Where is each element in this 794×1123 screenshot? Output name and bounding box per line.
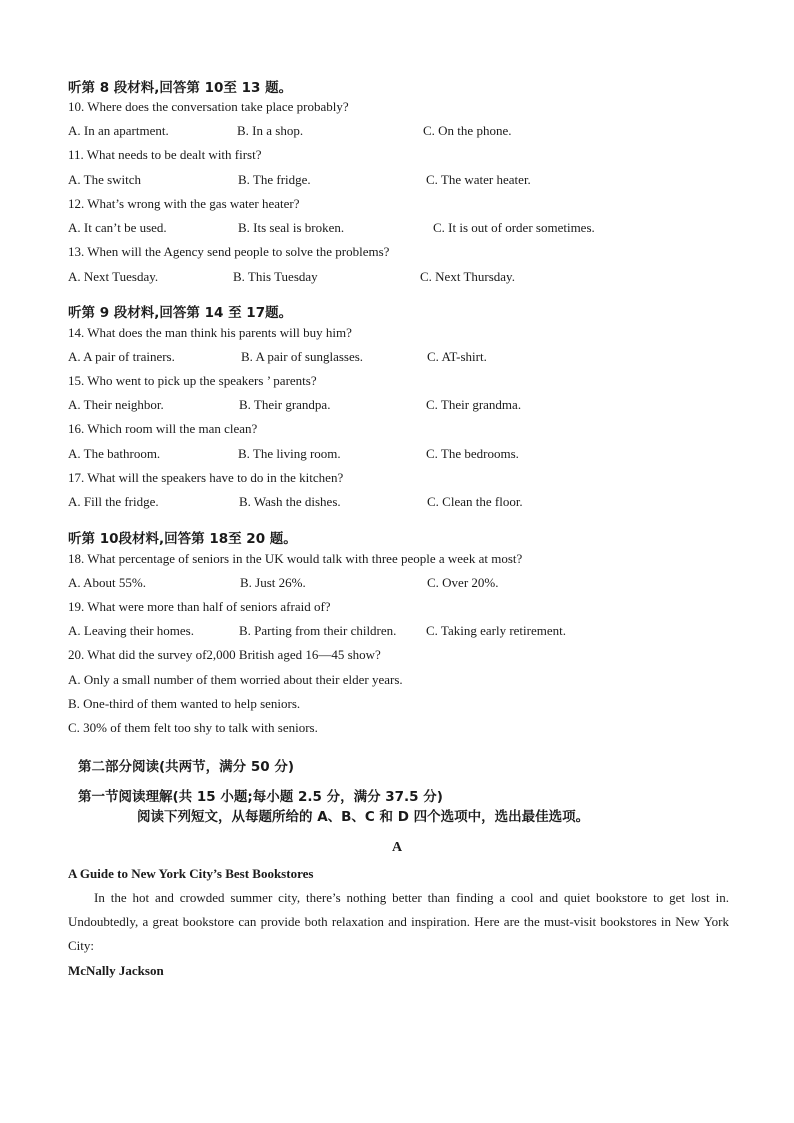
option-18c: C. Over 20%. (427, 575, 499, 590)
option-12c: C. It is out of order sometimes. (433, 220, 595, 235)
option-16a: A. The bathroom. (68, 446, 161, 461)
section-one-title: 第一节阅读理解(共 15 小题;每小题 2.5 分，满分 37.5 分) (78, 789, 443, 805)
option-11b: B. The fridge. (238, 172, 311, 187)
option-15c: C. Their grandma. (426, 397, 522, 412)
option-19b: B. Parting from their children. (239, 623, 397, 638)
option-10a: A. In an apartment. (68, 123, 169, 138)
option-11a: A. The switch (68, 172, 142, 187)
question-11: 11. What needs to be dealt with first? (68, 147, 262, 162)
option-20c: C. 30% of them felt too shy to talk with seniors. (68, 720, 318, 735)
question-19: 19. What were more than half of seniors afraid of? (68, 599, 331, 614)
option-15b: B. Their grandpa. (239, 397, 331, 412)
option-13c: C. Next Thursday. (420, 269, 515, 284)
option-17c: C. Clean the floor. (427, 494, 523, 509)
question-16: 16. Which room will the man clean? (68, 421, 258, 436)
option-18b: B. Just 26%. (240, 575, 306, 590)
reading-instruction: 阅读下列短文，从每题所给的 A、B、C 和 D 四个选项中，选出最佳选项。 (137, 809, 590, 825)
option-19a: A. Leaving their homes. (68, 623, 194, 638)
passage-letter: A (391, 840, 403, 855)
option-13a: A. Next Tuesday. (68, 269, 159, 284)
paragraph-text: In the hot and crowded summer city, there’s nothing better than finding a cool and quiet bookstore to get lost in. Undoubtedly, a great bookstore can provide both relaxation and inspiration. Here are the must-visit bookstores in New York City: (68, 890, 729, 953)
question-20: 20. What did the survey of2,000 British aged 16—45 show? (68, 647, 381, 662)
question-10: 10. Where does the conversation take place probably? (68, 99, 349, 114)
option-14c: C. AT-shirt. (427, 349, 487, 364)
part-two-title: 第二部分阅读(共两节，满分 50 分) (78, 759, 295, 775)
question-14: 14. What does the man think his parents will buy him? (68, 325, 352, 340)
passage-subheading: McNally Jackson (68, 963, 164, 978)
question-18: 18. What percentage of seniors in the UK would talk with three people a week at most? (68, 551, 523, 566)
option-16b: B. The living room. (238, 446, 341, 461)
option-14a: A. A pair of trainers. (68, 349, 175, 364)
question-12: 12. What’s wrong with the gas water heater? (68, 196, 300, 211)
option-20a: A. Only a small number of them worried about their elder years. (68, 672, 403, 687)
section-heading-10: 听第 10段材料,回答第 18至 20 题。 (68, 531, 297, 547)
option-12b: B. Its seal is broken. (238, 220, 345, 235)
option-16c: C. The bedrooms. (426, 446, 519, 461)
question-15: 15. Who went to pick up the speakers ’ parents? (68, 373, 317, 388)
option-20b: B. One-third of them wanted to help seniors. (68, 696, 301, 711)
option-14b: B. A pair of sunglasses. (241, 349, 364, 364)
question-13: 13. When will the Agency send people to solve the problems? (68, 244, 390, 259)
option-17a: A. Fill the fridge. (68, 494, 159, 509)
option-17b: B. Wash the dishes. (239, 494, 341, 509)
option-10b: B. In a shop. (237, 123, 304, 138)
option-10c: C. On the phone. (423, 123, 512, 138)
option-12a: A. It can’t be used. (68, 220, 167, 235)
question-17: 17. What will the speakers have to do in the kitchen? (68, 470, 344, 485)
option-11c: C. The water heater. (426, 172, 531, 187)
passage-title: A Guide to New York City’s Best Bookstores (68, 866, 314, 881)
option-13b: B. This Tuesday (233, 269, 318, 284)
passage-paragraph (68, 886, 729, 958)
section-heading-9: 听第 9 段材料,回答第 14 至 17题。 (68, 305, 293, 321)
option-15a: A. Their neighbor. (68, 397, 164, 412)
option-18a: A. About 55%. (68, 575, 146, 590)
section-heading-8: 听第 8 段材料,回答第 10至 13 题。 (68, 80, 293, 96)
option-19c: C. Taking early retirement. (426, 623, 566, 638)
